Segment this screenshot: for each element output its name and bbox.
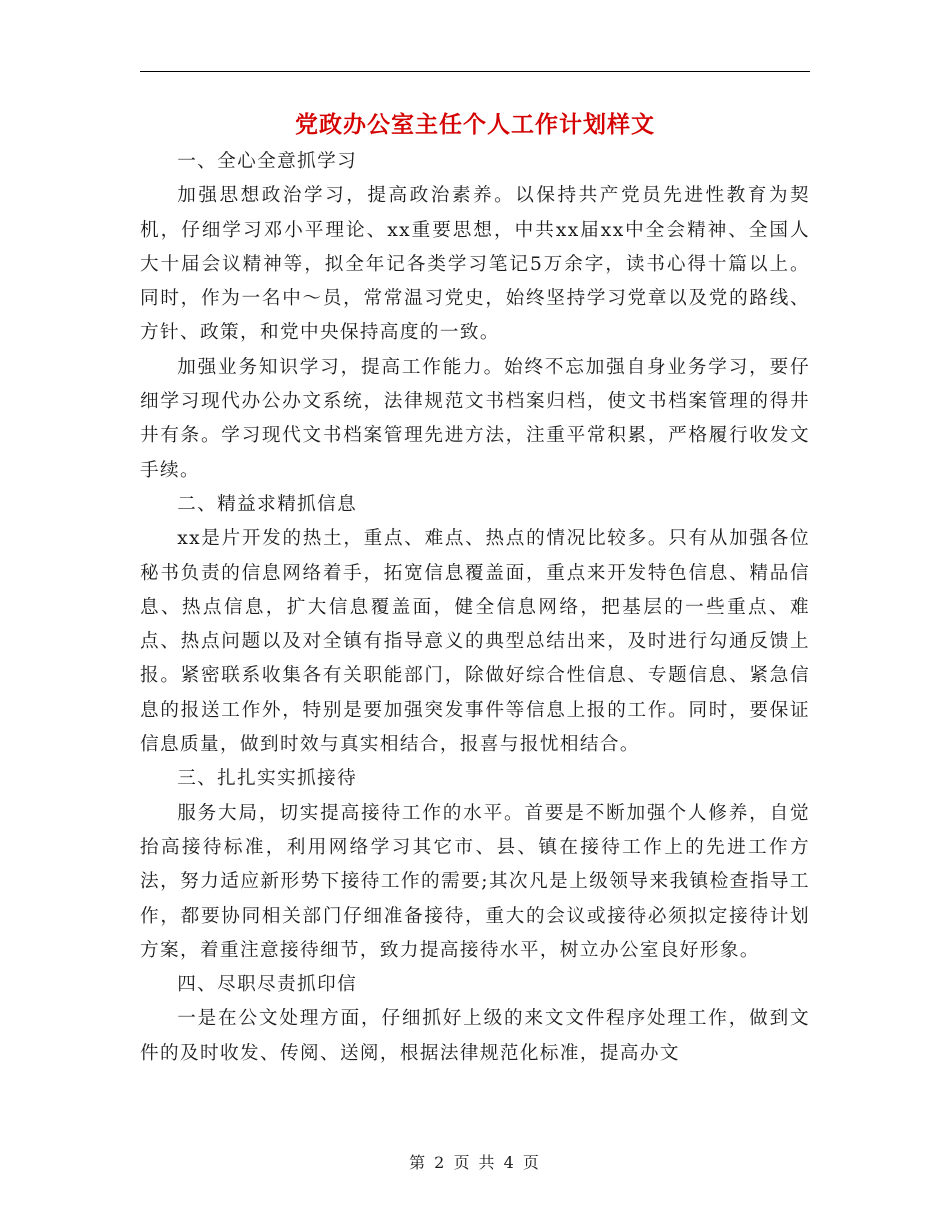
section-heading-study: 一、全心全意抓学习 (177, 151, 358, 172)
paragraph-information: xx是片开发的热土，重点、难点、热点的情况比较多。只有从加强各位秘书负责的信息网络着手，拓宽信息覆盖面，重点来开发特色信息、精品信息、热点信息，扩大信息覆盖面，健全信息网络，把基层的一些重点、难点、热点问题以及对全镇有指导意义的典型总结出来，及时进行勾通反馈上报。紧密联系收集各有关职能部门，除做好综合性信息、专题信息、紧急信息的报送工作外，特别是要加强突发事件等信息上报的工作。同时，要保证信息质量，做到时效与真实相结合，报喜与报忧相结合。 (140, 528, 810, 756)
document-title: 党政办公室主任个人工作计划样文 (295, 111, 655, 138)
section-heading-reception: 三、扎扎实实抓接待 (177, 768, 358, 790)
paragraph-reception: 服务大局，切实提高接待工作的水平。首要是不断加强个人修养，自觉抬高接待标准，利用网络学习其它市、县、镇在接待工作上的先进工作方法，努力适应新形势下接待工作的需要;其次凡是上级领导来我镇检查指导工作，都要协同相关部门仔细准备接待，重大的会议或接待必须拟定接待计划方案，着重注意接待细节，致力提高接待水平，树立办公室良好形象。 (140, 802, 810, 961)
paragraph-political-study: 加强思想政治学习，提高政治素养。以保持共产党员先进性教育为契机，仔细学习邓小平理论、xx重要思想，中共xx届xx中全会精神、全国人大十届会议精神等，拟全年记各类学习笔记5万余字，读书心得十篇以上。同时，作为一名中～员，常常温习党史，始终坚持学习党章以及党的路线、方针、政策，和党中央保持高度的一致。 (140, 185, 810, 344)
paragraph-seals: 一是在公文处理方面，仔细抓好上级的来文文件程序处理工作，做到文件的及时收发、传阅、送阅，根据法律规范化标准，提高办文 (140, 1008, 810, 1064)
document-body (140, 145, 810, 1071)
section-heading-information: 二、精益求精抓信息 (177, 493, 358, 515)
header-rule (140, 71, 810, 72)
paragraph-business-study: 加强业务知识学习，提高工作能力。始终不忘加强自身业务学习，要仔细学习现代办公办文系统，法律规范文书档案归档，使文书档案管理的得井井有条。学习现代文书档案管理先进方法，注重平常积累，严格履行收发文手续。 (140, 356, 810, 481)
section-heading-seals: 四、尽职尽责抓印信 (177, 974, 358, 996)
page-number: 第 2 页 共 4 页 (409, 1153, 541, 1172)
